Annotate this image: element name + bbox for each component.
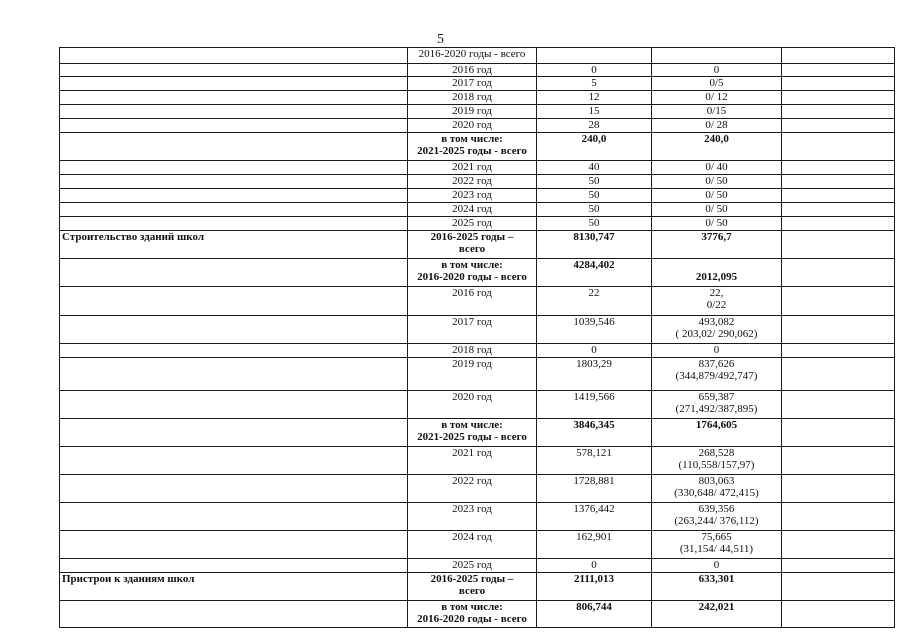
extra-cell: [782, 161, 895, 175]
extra-cell: [782, 475, 895, 503]
breakdown-cell: 837,626 (344,879/492,747): [652, 358, 782, 391]
breakdown-cell: 1764,605: [652, 419, 782, 447]
row-label-cell: [60, 287, 408, 316]
breakdown-cell: 0/5: [652, 77, 782, 91]
total-cell: 12: [537, 91, 652, 105]
row-label-cell: [60, 419, 408, 447]
table-row: [60, 559, 895, 573]
period-cell: 2018 год: [408, 344, 537, 358]
total-cell: 1419,566: [537, 391, 652, 419]
breakdown-cell: 0: [652, 344, 782, 358]
breakdown-cell: 0/ 50: [652, 175, 782, 189]
table-row: [60, 344, 895, 358]
period-cell: 2016-2020 годы - всего: [408, 48, 537, 64]
total-cell: 2111,013: [537, 573, 652, 601]
breakdown-cell: 0/ 50: [652, 203, 782, 217]
breakdown-cell: 0/15: [652, 105, 782, 119]
period-cell: 2019 год: [408, 358, 537, 391]
table-row: [60, 119, 895, 133]
table-row: [60, 531, 895, 559]
extra-cell: [782, 316, 895, 344]
total-cell: 1039,546: [537, 316, 652, 344]
extra-cell: [782, 105, 895, 119]
total-cell: 4284,402: [537, 259, 652, 287]
total-cell: [537, 48, 652, 64]
period-cell: 2024 год: [408, 531, 537, 559]
row-label-cell: [60, 391, 408, 419]
breakdown-cell: 633,301: [652, 573, 782, 601]
extra-cell: [782, 217, 895, 231]
breakdown-cell: [652, 48, 782, 64]
financing-table: [59, 47, 895, 628]
extra-cell: [782, 287, 895, 316]
extra-cell: [782, 231, 895, 259]
period-cell: 2022 год: [408, 475, 537, 503]
row-label-cell: [60, 344, 408, 358]
row-label-cell: [60, 447, 408, 475]
period-cell: 2025 год: [408, 217, 537, 231]
row-label-cell: [60, 559, 408, 573]
table-row: [60, 475, 895, 503]
table-row: [60, 391, 895, 419]
table-row: [60, 231, 895, 259]
table-row: [60, 316, 895, 344]
breakdown-cell: 75,665 (31,154/ 44,511): [652, 531, 782, 559]
page-number: 5: [437, 32, 444, 47]
breakdown-cell: 803,063 (330,648/ 472,415): [652, 475, 782, 503]
period-cell: 2016 год: [408, 64, 537, 77]
total-cell: 1376,442: [537, 503, 652, 531]
table-row: [60, 287, 895, 316]
period-cell: 2021 год: [408, 161, 537, 175]
period-cell: в том числе: 2016-2020 годы - всего: [408, 601, 537, 628]
row-label-cell: [60, 64, 408, 77]
table-row: [60, 358, 895, 391]
total-cell: 40: [537, 161, 652, 175]
period-cell: 2016-2025 годы – всего: [408, 231, 537, 259]
extra-cell: [782, 531, 895, 559]
extra-cell: [782, 133, 895, 161]
table-row: [60, 133, 895, 161]
period-cell: 2016-2025 годы – всего: [408, 573, 537, 601]
table-row: [60, 91, 895, 105]
table-row: [60, 601, 895, 628]
period-cell: в том числе: 2021-2025 годы - всего: [408, 419, 537, 447]
row-label-cell: [60, 161, 408, 175]
breakdown-cell: 639,356 (263,244/ 376,112): [652, 503, 782, 531]
total-cell: 8130,747: [537, 231, 652, 259]
row-label-cell: [60, 119, 408, 133]
total-cell: 28: [537, 119, 652, 133]
breakdown-cell: 242,021: [652, 601, 782, 628]
total-cell: 0: [537, 559, 652, 573]
extra-cell: [782, 259, 895, 287]
period-cell: 2017 год: [408, 316, 537, 344]
period-cell: 2021 год: [408, 447, 537, 475]
extra-cell: [782, 559, 895, 573]
extra-cell: [782, 77, 895, 91]
row-label-cell: [60, 475, 408, 503]
table-row: [60, 447, 895, 475]
table-row: [60, 64, 895, 77]
row-label-cell: [60, 189, 408, 203]
period-cell: в том числе: 2021-2025 годы - всего: [408, 133, 537, 161]
extra-cell: [782, 503, 895, 531]
row-label-cell: Строительство зданий школ: [60, 231, 408, 259]
total-cell: 3846,345: [537, 419, 652, 447]
period-cell: 2019 год: [408, 105, 537, 119]
period-cell: 2022 год: [408, 175, 537, 189]
extra-cell: [782, 358, 895, 391]
period-cell: 2023 год: [408, 503, 537, 531]
period-cell: в том числе: 2016-2020 годы - всего: [408, 259, 537, 287]
row-label-cell: [60, 48, 408, 64]
breakdown-cell: 268,528 (110,558/157,97): [652, 447, 782, 475]
table-row: [60, 503, 895, 531]
breakdown-cell: 0/ 28: [652, 119, 782, 133]
table-row: [60, 175, 895, 189]
total-cell: 22: [537, 287, 652, 316]
row-label-cell: [60, 358, 408, 391]
period-cell: 2025 год: [408, 559, 537, 573]
total-cell: 50: [537, 175, 652, 189]
breakdown-cell: 2012,095: [652, 259, 782, 287]
table-row: [60, 573, 895, 601]
row-label-cell: [60, 133, 408, 161]
breakdown-cell: 0/ 40: [652, 161, 782, 175]
extra-cell: [782, 419, 895, 447]
extra-cell: [782, 189, 895, 203]
extra-cell: [782, 344, 895, 358]
total-cell: 0: [537, 344, 652, 358]
period-cell: 2024 год: [408, 203, 537, 217]
period-cell: 2020 год: [408, 391, 537, 419]
period-cell: 2020 год: [408, 119, 537, 133]
breakdown-cell: 493,082 ( 203,02/ 290,062): [652, 316, 782, 344]
table-row: [60, 189, 895, 203]
row-label-cell: [60, 77, 408, 91]
total-cell: 15: [537, 105, 652, 119]
row-label-cell: [60, 601, 408, 628]
breakdown-cell: 0: [652, 64, 782, 77]
breakdown-cell: 0/ 50: [652, 217, 782, 231]
breakdown-cell: 0/ 50: [652, 189, 782, 203]
table-row: [60, 259, 895, 287]
period-cell: 2017 год: [408, 77, 537, 91]
extra-cell: [782, 64, 895, 77]
total-cell: 1803,29: [537, 358, 652, 391]
breakdown-cell: 3776,7: [652, 231, 782, 259]
extra-cell: [782, 203, 895, 217]
row-label-cell: [60, 503, 408, 531]
total-cell: 50: [537, 217, 652, 231]
total-cell: 50: [537, 203, 652, 217]
total-cell: 578,121: [537, 447, 652, 475]
extra-cell: [782, 601, 895, 628]
row-label-cell: [60, 217, 408, 231]
breakdown-cell: 22, 0/22: [652, 287, 782, 316]
row-label-cell: Пристрои к зданиям школ: [60, 573, 408, 601]
breakdown-cell: 0: [652, 559, 782, 573]
table-row: [60, 217, 895, 231]
total-cell: 162,901: [537, 531, 652, 559]
table-row: [60, 77, 895, 91]
extra-cell: [782, 175, 895, 189]
total-cell: 5: [537, 77, 652, 91]
breakdown-cell: 240,0: [652, 133, 782, 161]
extra-cell: [782, 91, 895, 105]
total-cell: 1728,881: [537, 475, 652, 503]
period-cell: 2016 год: [408, 287, 537, 316]
total-cell: 50: [537, 189, 652, 203]
table-row: [60, 105, 895, 119]
breakdown-cell: 659,387 (271,492/387,895): [652, 391, 782, 419]
table-row: [60, 203, 895, 217]
row-label-cell: [60, 203, 408, 217]
extra-cell: [782, 447, 895, 475]
breakdown-cell: 0/ 12: [652, 91, 782, 105]
extra-cell: [782, 119, 895, 133]
total-cell: 240,0: [537, 133, 652, 161]
period-cell: 2023 год: [408, 189, 537, 203]
row-label-cell: [60, 531, 408, 559]
table-row: [60, 48, 895, 64]
total-cell: 806,744: [537, 601, 652, 628]
period-cell: 2018 год: [408, 91, 537, 105]
table-row: [60, 161, 895, 175]
table-row: [60, 419, 895, 447]
row-label-cell: [60, 259, 408, 287]
total-cell: 0: [537, 64, 652, 77]
extra-cell: [782, 573, 895, 601]
row-label-cell: [60, 105, 408, 119]
extra-cell: [782, 48, 895, 64]
row-label-cell: [60, 175, 408, 189]
row-label-cell: [60, 91, 408, 105]
row-label-cell: [60, 316, 408, 344]
extra-cell: [782, 391, 895, 419]
